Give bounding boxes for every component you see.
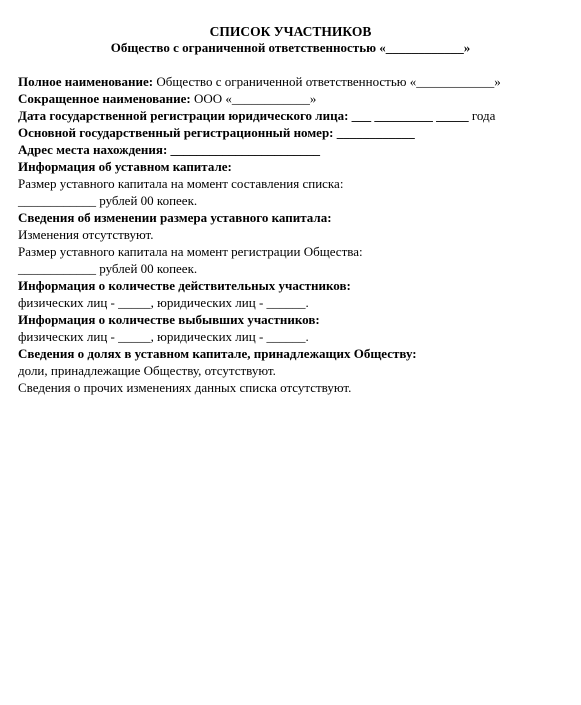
line-company-shares [18, 362, 578, 379]
line-capital-current-amount [18, 192, 578, 209]
line-text: доли, принадлежащие Обществу, отсутствуют. [18, 363, 276, 378]
line-text: физических лиц - _____, юридических лиц - ______. [18, 295, 309, 310]
section-heading: Информация об уставном капитале: [18, 159, 232, 174]
line-label: Полное наименование: [18, 74, 154, 89]
line-capital-current [18, 175, 578, 192]
line-address [18, 141, 578, 158]
section-capital-info [18, 158, 578, 175]
document-body [18, 73, 578, 396]
line-text: Изменения отсутствуют. [18, 227, 154, 242]
section-company-shares [18, 345, 578, 362]
document-subtitle: Общество с ограниченной ответственностью «____________» [110, 40, 471, 55]
line-full-name [18, 73, 578, 90]
line-text: года [468, 108, 496, 123]
line-capital-at-registration-amount [18, 260, 578, 277]
line-withdrawn-participants-count [18, 328, 578, 345]
line-text: Размер уставного капитала на момент регистрации Общества: [18, 244, 363, 259]
document-title: СПИСОК УЧАСТНИКОВ [209, 24, 372, 39]
line-ogrn [18, 124, 578, 141]
line-no-changes [18, 226, 578, 243]
section-withdrawn-participants [18, 311, 578, 328]
line-text: ____________ рублей 00 копеек. [18, 261, 198, 276]
line-capital-at-registration [18, 243, 578, 260]
line-registration-date [18, 107, 578, 124]
line-text: Общество с ограниченной ответственностью «____________» [153, 74, 501, 89]
section-heading: Сведения о долях в уставном капитале, принадлежащих Обществу: [18, 346, 417, 361]
line-label: Сокращенное наименование: [18, 91, 191, 106]
line-text: Сведения о прочих изменениях данных списка отсутствуют. [18, 380, 352, 395]
line-active-participants-count [18, 294, 578, 311]
section-active-participants [18, 277, 578, 294]
section-heading: Информация о количестве выбывших участников: [18, 312, 320, 327]
line-text: ООО «____________» [190, 91, 317, 106]
line-other-changes [18, 379, 578, 396]
line-label: Дата государственной регистрации юридического лица: ___ _________ _____ [18, 108, 469, 123]
line-text: физических лиц - _____, юридических лиц - ______. [18, 329, 309, 344]
line-label: Основной государственный регистрационный номер: ____________ [18, 125, 415, 140]
section-heading: Информация о количестве действительных участников: [18, 278, 351, 293]
section-heading: Сведения об изменении размера уставного капитала: [18, 210, 332, 225]
line-text: ____________ рублей 00 копеек. [18, 193, 198, 208]
line-text: Размер уставного капитала на момент составления списка: [18, 176, 344, 191]
section-capital-changes [18, 209, 578, 226]
line-short-name [18, 90, 578, 107]
line-label: Адрес места нахождения: _______________________ [18, 142, 321, 157]
